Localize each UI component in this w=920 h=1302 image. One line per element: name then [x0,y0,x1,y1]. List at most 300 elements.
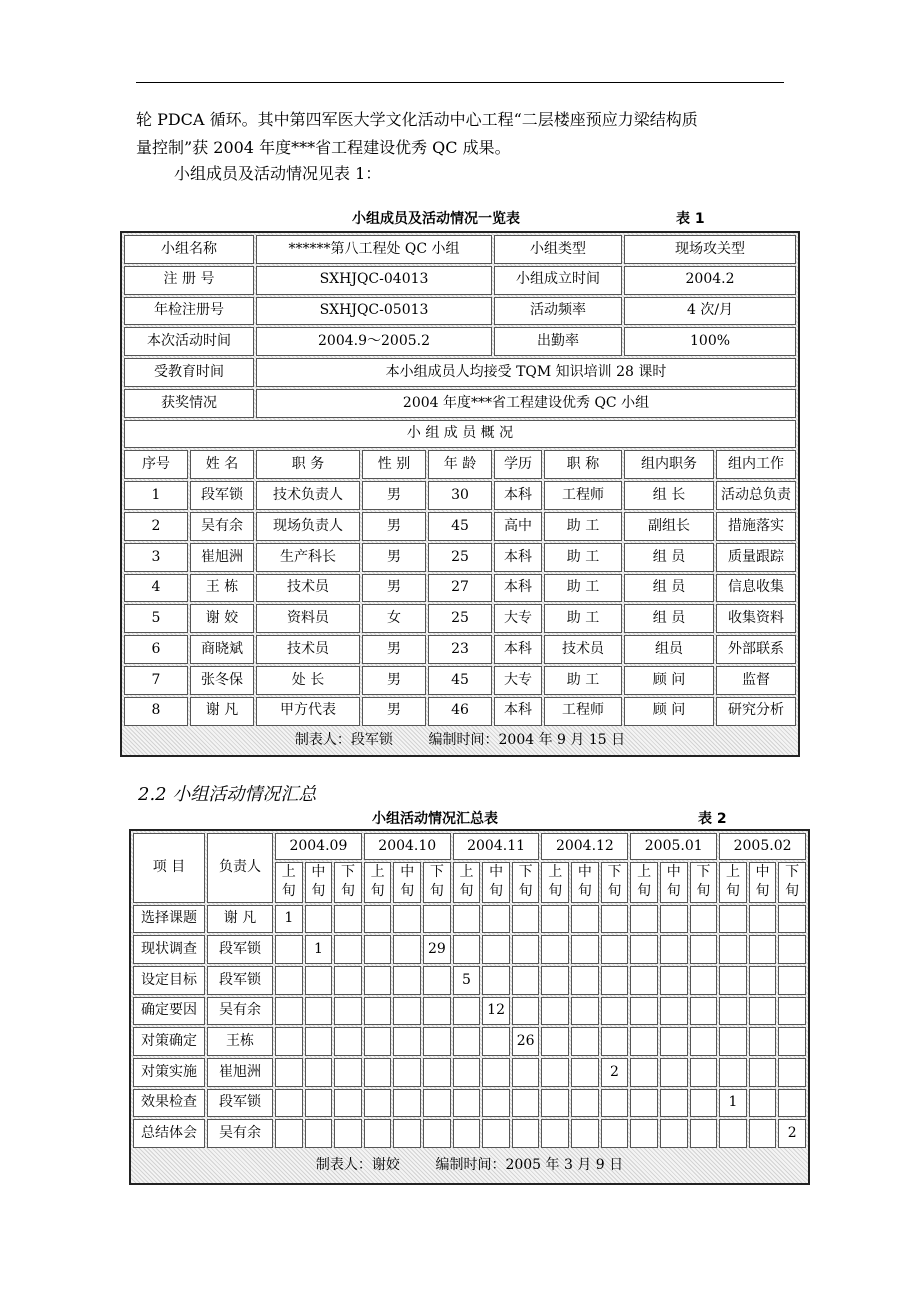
member-row [124,574,796,603]
schedule-cell [334,966,362,995]
schedule-cell [660,905,688,934]
schedule-cell [571,1119,599,1148]
schedule-cell [334,905,362,934]
schedule-cell: 5 [453,966,481,995]
schedule-cell [393,935,421,964]
schedule-cell [630,905,658,934]
member-cell: 组 员 [624,574,714,603]
member-cell: 组 长 [624,481,714,510]
info-label: 出勤率 [494,327,622,356]
member-header-row [124,450,796,479]
member-cell: 5 [124,604,188,633]
schedule-cell [690,1058,718,1087]
schedule-cell [778,1058,806,1087]
intro-line-2: 量控制”获 2004 年度***省工程建设优秀 QC 成果。 [136,138,511,157]
table2-footer: 制表人：谢姣 编制时间：2005 年 3 月 9 日 [315,1156,624,1173]
month-header: 2004.10 [364,833,451,860]
member-cell: 商晓斌 [190,635,254,664]
member-cell: 监督 [716,666,796,695]
schedule-cell [393,1027,421,1056]
member-cell: 1 [124,481,188,510]
schedule-cell [660,966,688,995]
activity-row [133,1058,806,1087]
member-cell: 资料员 [256,604,360,633]
activity-item: 设定目标 [133,966,205,995]
member-cell: 8 [124,697,188,726]
schedule-cell: 12 [482,997,510,1026]
schedule-cell [364,1058,392,1087]
schedule-cell [364,1027,392,1056]
owner-header: 负责人 [207,833,273,903]
activity-owner: 段军锁 [207,1089,273,1118]
period-header: 中旬 [305,862,333,903]
activity-owner: 段军锁 [207,966,273,995]
schedule-cell [660,935,688,964]
schedule-cell [719,966,747,995]
column-header: 职 务 [256,450,360,479]
schedule-cell [571,997,599,1026]
member-cell: 组 员 [624,604,714,633]
schedule-cell [690,905,718,934]
schedule-cell [305,966,333,995]
schedule-cell [334,1027,362,1056]
schedule-cell [719,1058,747,1087]
member-row [124,481,796,510]
schedule-cell [541,1119,569,1148]
schedule-cell: 1 [275,905,303,934]
member-cell: 男 [362,481,426,510]
info-value: 现场攻关型 [624,235,796,264]
member-row [124,666,796,695]
schedule-cell [423,905,451,934]
activity-row [133,905,806,934]
member-cell: 本科 [494,635,542,664]
activity-row [133,1089,806,1118]
member-row [124,543,796,572]
schedule-cell: 29 [423,935,451,964]
section-heading: 2.2 小组活动情况汇总 [138,784,317,805]
schedule-cell [749,966,777,995]
period-header: 下旬 [778,862,806,903]
schedule-cell [512,1058,540,1087]
schedule-cell: 1 [305,935,333,964]
schedule-cell [393,905,421,934]
schedule-cell [541,1089,569,1118]
member-cell: 生产科长 [256,543,360,572]
table1 [122,233,798,755]
member-cell: 45 [428,666,492,695]
column-header: 职 称 [544,450,622,479]
member-cell: 25 [428,543,492,572]
table2-title: 小组活动情况汇总表 [372,811,498,827]
period-header: 下旬 [423,862,451,903]
schedule-cell [630,966,658,995]
schedule-cell [660,1027,688,1056]
schedule-cell [719,1119,747,1148]
info-value: SXHJQC-05013 [256,297,492,326]
member-cell: 男 [362,512,426,541]
activity-owner: 王栋 [207,1027,273,1056]
activity-item: 现状调查 [133,935,205,964]
member-cell: 大专 [494,604,542,633]
schedule-cell [541,905,569,934]
member-row [124,604,796,633]
activity-row [133,997,806,1026]
education-label: 受教育时间 [124,358,254,387]
schedule-cell: 2 [778,1119,806,1148]
info-label: 小组成立时间 [494,266,622,295]
schedule-cell [453,935,481,964]
activity-owner: 段军锁 [207,935,273,964]
member-cell: 现场负责人 [256,512,360,541]
member-cell: 助 工 [544,512,622,541]
month-header: 2005.01 [630,833,717,860]
period-header: 下旬 [601,862,629,903]
info-label: 小组名称 [124,235,254,264]
schedule-cell [275,966,303,995]
member-cell: 活动总负责 [716,481,796,510]
activity-item: 确定要因 [133,997,205,1026]
schedule-cell [423,1058,451,1087]
info-value: 2004.9～2005.2 [256,327,492,356]
table2-month-row [133,833,806,860]
schedule-cell [334,935,362,964]
schedule-cell [630,1119,658,1148]
schedule-cell [512,1089,540,1118]
schedule-cell [364,905,392,934]
member-cell: 2 [124,512,188,541]
period-header: 下旬 [334,862,362,903]
schedule-cell [393,1058,421,1087]
info-value: 100% [624,327,796,356]
schedule-cell [334,997,362,1026]
schedule-cell [749,1089,777,1118]
schedule-cell [630,997,658,1026]
activity-row [133,1119,806,1148]
schedule-cell [690,935,718,964]
activity-item: 效果检查 [133,1089,205,1118]
schedule-cell [453,1027,481,1056]
member-cell: 外部联系 [716,635,796,664]
schedule-cell [749,1058,777,1087]
period-header: 中旬 [482,862,510,903]
schedule-cell [453,1089,481,1118]
schedule-cell: 26 [512,1027,540,1056]
schedule-cell [364,1119,392,1148]
header-rule [136,82,784,83]
schedule-cell [512,935,540,964]
schedule-cell [423,997,451,1026]
item-header: 项 目 [133,833,205,903]
member-cell: 27 [428,574,492,603]
period-header: 中旬 [393,862,421,903]
schedule-cell [690,1119,718,1148]
schedule-cell [423,1119,451,1148]
awards-value: 2004 年度***省工程建设优秀 QC 小组 [256,389,796,418]
period-header: 中旬 [749,862,777,903]
schedule-cell [690,966,718,995]
schedule-cell [778,905,806,934]
member-cell: 助 工 [544,543,622,572]
schedule-cell [275,1027,303,1056]
activity-item: 选择课题 [133,905,205,934]
member-cell: 大专 [494,666,542,695]
schedule-cell [719,935,747,964]
member-cell: 信息收集 [716,574,796,603]
member-cell: 男 [362,666,426,695]
column-header: 组内职务 [624,450,714,479]
section-title: 小 组 成 员 概 况 [124,420,796,449]
schedule-cell: 2 [601,1058,629,1087]
schedule-cell [778,1089,806,1118]
member-cell: 组员 [624,635,714,664]
schedule-cell [305,1027,333,1056]
schedule-cell [630,935,658,964]
table2-label: 表 2 [698,811,727,827]
member-cell: 技术员 [544,635,622,664]
schedule-cell [482,905,510,934]
column-header: 学历 [494,450,542,479]
schedule-cell [749,905,777,934]
member-cell: 45 [428,512,492,541]
schedule-cell [334,1089,362,1118]
schedule-cell [334,1058,362,1087]
table2-frame [129,829,810,1185]
member-cell: 4 [124,574,188,603]
schedule-cell [690,1027,718,1056]
table1-frame [120,231,800,757]
footer-row [124,728,796,754]
member-cell: 本科 [494,543,542,572]
table2 [131,831,808,1183]
member-cell: 处 长 [256,666,360,695]
period-header: 上旬 [364,862,392,903]
schedule-cell [660,997,688,1026]
schedule-cell [305,905,333,934]
info-value: ******第八工程处 QC 小组 [256,235,492,264]
schedule-cell [749,997,777,1026]
member-cell: 质量跟踪 [716,543,796,572]
schedule-cell [512,966,540,995]
member-row [124,635,796,664]
month-header: 2004.12 [541,833,628,860]
intro-line-1: 轮 PDCA 循环。其中第四军医大学文化活动中心工程“二层楼座预应力梁结构质 [136,110,698,129]
activity-item: 总结体会 [133,1119,205,1148]
info-label: 本次活动时间 [124,327,254,356]
awards-row [124,389,796,418]
schedule-cell [660,1089,688,1118]
member-row [124,512,796,541]
schedule-cell [571,1058,599,1087]
schedule-cell [601,1027,629,1056]
member-cell: 助 工 [544,574,622,603]
schedule-cell [275,997,303,1026]
activity-owner: 吴有余 [207,997,273,1026]
schedule-cell [512,905,540,934]
member-cell: 张冬保 [190,666,254,695]
schedule-cell [453,997,481,1026]
info-value: 4 次/月 [624,297,796,326]
schedule-cell [305,1119,333,1148]
member-cell: 收集资料 [716,604,796,633]
info-value: SXHJQC-04013 [256,266,492,295]
schedule-cell [719,997,747,1026]
member-cell: 23 [428,635,492,664]
period-header: 下旬 [512,862,540,903]
schedule-cell [305,1058,333,1087]
schedule-cell [423,966,451,995]
info-label: 年检注册号 [124,297,254,326]
member-cell: 甲方代表 [256,697,360,726]
month-header: 2004.09 [275,833,362,860]
schedule-cell [541,1058,569,1087]
member-cell: 吴有余 [190,512,254,541]
member-cell: 工程师 [544,481,622,510]
month-header: 2005.02 [719,833,806,860]
column-header: 年 龄 [428,450,492,479]
period-header: 上旬 [275,862,303,903]
member-cell: 高中 [494,512,542,541]
member-cell: 男 [362,543,426,572]
schedule-cell [423,1027,451,1056]
activity-owner: 崔旭洲 [207,1058,273,1087]
schedule-cell [571,966,599,995]
member-cell: 男 [362,635,426,664]
member-cell: 本科 [494,481,542,510]
schedule-cell [482,1058,510,1087]
member-cell: 46 [428,697,492,726]
schedule-cell [275,1119,303,1148]
member-cell: 副组长 [624,512,714,541]
member-cell: 助 工 [544,666,622,695]
schedule-cell [571,935,599,964]
schedule-cell [334,1119,362,1148]
period-header: 上旬 [541,862,569,903]
member-cell: 女 [362,604,426,633]
member-cell: 男 [362,574,426,603]
member-cell: 崔旭洲 [190,543,254,572]
period-header: 中旬 [571,862,599,903]
table1-footer: 制表人：段军锁 编制时间：2004 年 9 月 15 日 [294,731,626,748]
schedule-cell [275,935,303,964]
schedule-cell [275,1058,303,1087]
schedule-cell [423,1089,451,1118]
period-header: 中旬 [660,862,688,903]
member-cell: 技术负责人 [256,481,360,510]
period-header: 下旬 [690,862,718,903]
table1-title: 小组成员及活动情况一览表 [352,211,520,227]
schedule-cell [364,966,392,995]
activity-item: 对策确定 [133,1027,205,1056]
member-cell: 顾 问 [624,697,714,726]
member-cell: 7 [124,666,188,695]
schedule-cell [512,997,540,1026]
schedule-cell [601,1089,629,1118]
member-cell: 技术员 [256,635,360,664]
member-cell: 技术员 [256,574,360,603]
schedule-cell [541,1027,569,1056]
column-header: 性 别 [362,450,426,479]
column-header: 姓 名 [190,450,254,479]
member-cell: 25 [428,604,492,633]
member-cell: 本科 [494,697,542,726]
member-cell: 段军锁 [190,481,254,510]
schedule-cell [482,966,510,995]
activity-row [133,935,806,964]
activity-owner: 谢 凡 [207,905,273,934]
info-label: 注 册 号 [124,266,254,295]
schedule-cell [393,997,421,1026]
intro-line-3: 小组成员及活动情况见表 1： [174,164,382,183]
month-header: 2004.11 [453,833,540,860]
member-cell: 6 [124,635,188,664]
schedule-cell [749,935,777,964]
awards-label: 获奖情况 [124,389,254,418]
member-cell: 组 员 [624,543,714,572]
activity-owner: 吴有余 [207,1119,273,1148]
member-cell: 谢 凡 [190,697,254,726]
schedule-cell [660,1119,688,1148]
schedule-cell [719,1027,747,1056]
column-header: 组内工作 [716,450,796,479]
schedule-cell [482,935,510,964]
schedule-cell [364,1089,392,1118]
schedule-cell [364,935,392,964]
schedule-cell [571,905,599,934]
activity-row [133,1027,806,1056]
schedule-cell [601,997,629,1026]
schedule-cell [541,966,569,995]
member-cell: 谢 姣 [190,604,254,633]
schedule-cell [571,1089,599,1118]
schedule-cell [305,997,333,1026]
activity-row [133,966,806,995]
schedule-cell [601,966,629,995]
member-cell: 王 栋 [190,574,254,603]
schedule-cell [601,1119,629,1148]
schedule-cell [660,1058,688,1087]
schedule-cell [630,1027,658,1056]
schedule-cell [690,997,718,1026]
activity-item: 对策实施 [133,1058,205,1087]
schedule-cell [630,1058,658,1087]
footer-row [133,1150,806,1181]
schedule-cell [393,1119,421,1148]
member-cell: 本科 [494,574,542,603]
info-label: 小组类型 [494,235,622,264]
schedule-cell [364,997,392,1026]
schedule-cell [601,905,629,934]
info-value: 2004.2 [624,266,796,295]
schedule-cell [541,997,569,1026]
column-header: 序号 [124,450,188,479]
schedule-cell [778,1027,806,1056]
member-cell: 30 [428,481,492,510]
info-row [124,235,796,264]
schedule-cell [571,1027,599,1056]
schedule-cell [601,935,629,964]
member-cell: 3 [124,543,188,572]
schedule-cell [749,1027,777,1056]
period-header: 上旬 [453,862,481,903]
member-row [124,697,796,726]
schedule-cell [393,1089,421,1118]
section-row [124,420,796,449]
schedule-cell [275,1089,303,1118]
member-cell: 顾 问 [624,666,714,695]
schedule-cell [778,935,806,964]
education-row [124,358,796,387]
